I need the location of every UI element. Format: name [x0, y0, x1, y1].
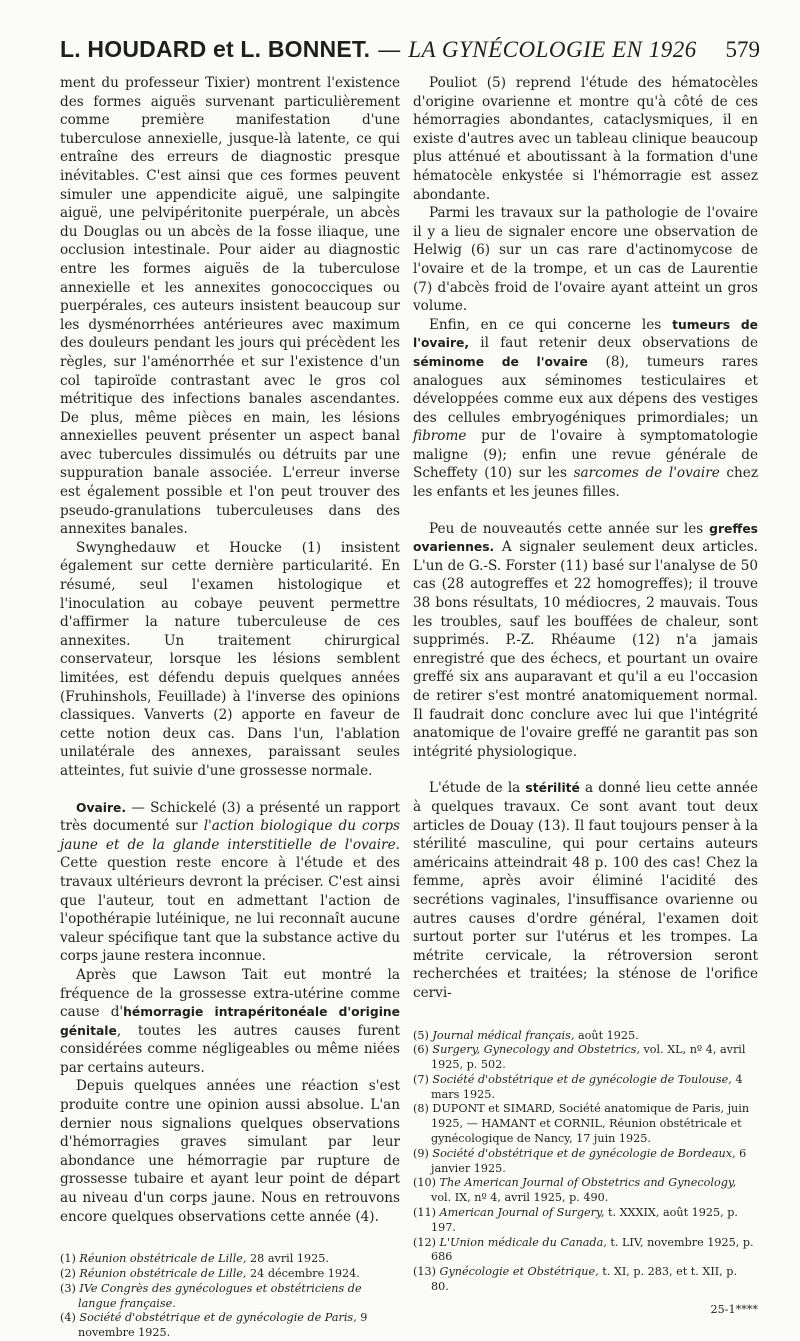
section-heading-ovaire: Ovaire.: [76, 800, 127, 815]
paragraph: Swynghedauw et Houcke (1) insistent également sur cette dernière particularité. En résumé, seul l'examen histologique et l'inoculation au cobaye peuvent permettre d'affirmer la nature tuberculeuse de ces annexites. Un traitement chirurgical conservateur, lorsque les lésions semblent limitées, est défendu depuis quelques années (Fruhinshols, Feuillade) à l'inverse des opinions classiques. Vanverts (2) apporte en faveur de cette notion deux cas. Dans l'un, l'ablation unilatérale des annexes, paraissant seules atteintes, fut suivie d'une grossesse normale.: [60, 539, 400, 779]
footnote: (7) Société d'obstétrique et de gynécologie de Toulouse, 4 mars 1925.: [413, 1072, 743, 1101]
paragraph: Après que Lawson Tait eut montré la fréquence de la grossesse extra-utérine comme cause d'hémorragie intrapéritonéale d'origine génitale, toutes les autres causes furent considérées comme négligeables ou même niées par certains auteurs.: [60, 966, 400, 1076]
footnote: (11) American Journal of Surgery, t. XXXIX, août 1925, p. 197.: [413, 1206, 738, 1234]
keyword-hemorragie: hémorragie intrapéritonéale d'origine génitale: [60, 1005, 400, 1038]
paragraph: Pouliot (5) reprend l'étude des hématocèles d'origine ovarienne et montre qu'à côté de ces hémorragies abondantes, cataclysmiques, il en existe d'autres avec un tableau clinique beaucoup plus atténué et aboutissant à la formation d'une hématocèle enkystée si l'hémorragie est assez abondante.: [413, 75, 758, 203]
paragraph-tumeurs: Enfin, en ce qui concerne les tumeurs de l'ovaire, il faut retenir deux observations de séminome de l'ovaire (8), tumeurs rares analogues aux séminomes testiculaires et développées comme eux aux dépens des vestiges des cellules embryogéniques primordiales; un fibrome pur de l'ovaire à symptomatologie maligne (9); enfin une revue générale de Scheffety (10) sur les sarcomes de l'ovaire chez les enfants et les jeunes filles.: [413, 316, 759, 501]
footnote: (12) L'Union médicale du Canada, t. LIV, novembre 1925, p. 686: [413, 1235, 754, 1264]
paragraph: Parmi les travaux sur la pathologie de l'ovaire il y a lieu de signaler encore une observation de Helwig (6) sur un cas rare d'actinomycose de l'ovaire et de la trompe, et un cas de Laurentie (7) d'abcès froid de l'ovaire ayant atteint un gros volume.: [413, 205, 758, 315]
keyword-greffes: greffes ovariennes.: [413, 521, 758, 555]
footnote: (6) Surgery, Gynecology and Obstetrics, vol. XL, nº 4, avril 1925, p. 502.: [413, 1043, 746, 1072]
footnote: (2) Réunion obstétricale de Lille, 24 décembre 1924.: [60, 1267, 360, 1281]
paragraph-ovaire: Ovaire. — Schickelé (3) a présenté un rapport très documenté sur l'action biologique du corps jaune et de la glande interstitielle de l'ovaire. Cette question reste encore à l'étude et des travaux ultérieurs devront la préciser. C'est ainsi que l'auteur, tout en admettant l'action de l'opothérapie lutéinique, ne lui reconnaît aucune valeur spécifique tant que la substance active du corps jaune restera inconnue.: [60, 799, 400, 965]
footnote: (5) Journal médical français, août 1925.: [413, 1028, 639, 1042]
keyword-seminome: séminome de l'ovaire: [413, 354, 588, 369]
keyword-tumeurs: tumeurs de l'ovaire,: [413, 317, 758, 351]
paragraph: ment du professeur Tixier) montrent l'existence des formes aiguës survenant particulièrement comme première manifestation d'une tuberculose annexielle, jusque-là latente, ce qui entraîne des erreurs de diagnostic presque inévitables. C'est ainsi que ces formes peuvent simuler une appendicite aiguë, une salpingite aiguë, une pelvipéritonite puerpérale, un abcès du Douglas ou un abcès de la fosse iliaque, une occlusion intestinale. Pour aider au diagnostic entre les formes aiguës de la tuberculose annexielle et les annexites gonococciques ou puerpérales, ces auteurs insistent beaucoup sur les dysménorrhées antérieures avec maximum des douleurs pendant les jours qui précèdent les règles, sur l'aménorrhée et sur l'existence d'un col tapiroïde contrastant avec le gros col métritique des infections banales ascendantes. De plus, même pièces en main, les lésions annexielles peuvent présenter un aspect banal avec tubercules dissimulés ou détruits par une suppuration banale associée. L'erreur inverse est également possible et l'on peut trouver des pseudo-granulations tuberculeuses dans des annexites banales.: [60, 75, 400, 538]
footnotes-left: [60, 1252, 400, 1341]
keyword-sterilite: stérilité: [525, 781, 580, 796]
footnote: (4) Société d'obstétrique et de gynécologie de Paris, 9 novembre 1925.: [60, 1311, 368, 1340]
footnote: (1) Réunion obstétricale de Lille, 28 avril 1925.: [60, 1252, 329, 1266]
left-column: [60, 74, 400, 1341]
page-number: 579: [725, 37, 760, 62]
right-column: [413, 74, 758, 1319]
footnote: (8) DUPONT et SIMARD, Société anatomique de Paris, juin 1925, — HAMANT et CORNIL, Réunion obstétricale et gynécologique de Nancy, 17 juin 1925.: [413, 1102, 750, 1146]
header-authors: L. HOUDARD et L. BONNET.: [60, 36, 371, 62]
paragraph-sterilite: L'étude de la stérilité a donné lieu cette année à quelques travaux. Ce sont avant tout deux articles de Douay (13). Il faut toujours penser à la stérilité masculine, qui pour certains auteurs américains atteindrait 48 p. 100 des cas! Chez la femme, après avoir éliminé l'acidité des secrétions vaginales, l'insuffisance ovarienne ou autres causes d'ordre général, l'examen doit surtout porter sur l'utérus et les trompes. La métrite cervicale, la rétroversion seront recherchées et traitées; la sténose de l'orifice cervi-: [413, 780, 758, 1001]
footnote: (10) The American Journal of Obstetrics and Gynecology, vol. IX, nº 4, avril 1925, p. 490.: [413, 1176, 737, 1205]
paragraph-greffes: Peu de nouveautés cette année sur les greffes ovariennes. A signaler seulement deux articles. L'un de G.-S. Forster (11) basé sur l'analyse de 50 cas (28 autogreffes et 22 homogreffes); il trouve 38 bons résultats, 10 médiocres, 2 mauvais. Tous les troubles, sauf les bouffées de chaleur, sont supprimés. P.-Z. Rhéaume (12) n'a jamais enregistré que des échecs, et pourtant un ovaire greffé six ans auparavant et qu'il a eu l'occasion de retirer s'est montré anatomiquement normal. Il faudrait donc conclure avec lui que l'intégrité anatomique de l'ovaire greffé ne garantit pas son intégrité physiologique.: [413, 520, 758, 760]
footnote: (9) Société d'obstétrique et de gynécologie de Bordeaux, 6 janvier 1925.: [413, 1146, 747, 1175]
running-header: [60, 36, 760, 72]
footnotes-right: [413, 1029, 758, 1295]
printer-signature: 25-1****: [710, 1302, 758, 1316]
footnote: (13) Gynécologie et Obstétrique, t. XI, p. 283, et t. XII, p. 80.: [413, 1265, 738, 1294]
paragraph: Depuis quelques années une réaction s'est produite contre une opinion aussi absolue. L'an dernier nous signalions quelques observations d'hémorragies graves simulant par leur abondance une hémorragie par rupture de grossesse tubaire et ayant leur point de départ au niveau d'un corps jaune. Nous en retrouvons encore quelques observations cette année (4).: [60, 1078, 400, 1225]
footnote: (3) IVe Congrès des gynécologues et obstétriciens de langue française.: [60, 1281, 362, 1310]
header-title: LA GYNÉCOLOGIE EN 1926: [408, 37, 697, 62]
header-separator: —: [378, 37, 401, 62]
